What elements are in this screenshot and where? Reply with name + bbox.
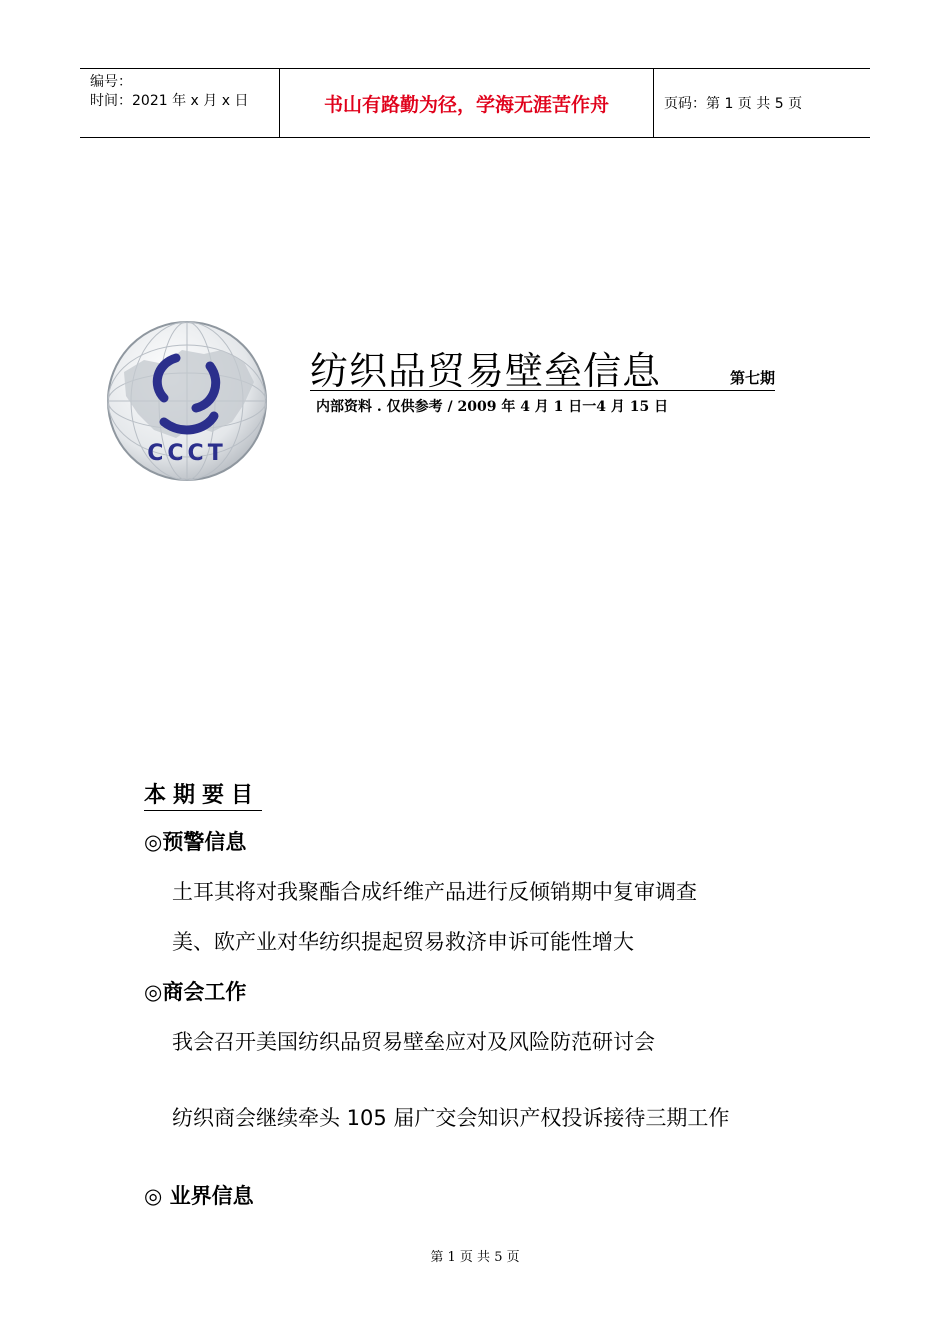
document-title-block [310,340,775,391]
issue-number: 第七期 [729,369,775,387]
page-footer: 第 1 页 共 5 页 [430,1250,520,1265]
toc-item: 土耳其将对我聚酯合成纤维产品进行反倾销期中复审调查 [172,880,697,904]
section-warning: ◎预警信息 [144,830,247,854]
section-industry-info: ◎ 业界信息 [144,1184,254,1208]
header-meta [80,69,280,137]
header-motto-cell [280,69,654,137]
motto-text: 书山有路勤为径，学海无涯苦作舟 [323,93,609,116]
document-subtitle: 内部资料 . 仅供参考 / 2009 年 4 月 1 日一4 月 15 日 [316,399,669,415]
page-info: 页码：第 1 页 共 5 页 [664,96,803,112]
logo-text: CCCT [147,441,227,466]
time-label: 时间：2021 年 x 月 x 日 [90,93,249,109]
header-table [80,68,870,138]
toc-item: 美、欧产业对华纺织提起贸易救济申诉可能性增大 [172,930,634,954]
number-label: 编号： [90,74,132,90]
ccct-logo [104,320,270,482]
section-chamber-work: ◎商会工作 [144,980,247,1004]
toc-item: 纺织商会继续牵头 105 届广交会知识产权投诉接待三期工作 [172,1106,730,1130]
toc-item: 我会召开美国纺织品贸易壁垒应对及风险防范研讨会 [172,1030,655,1054]
document-title: 纺织品贸易壁垒信息 [310,349,662,393]
toc-heading: 本期要目 [144,778,262,811]
